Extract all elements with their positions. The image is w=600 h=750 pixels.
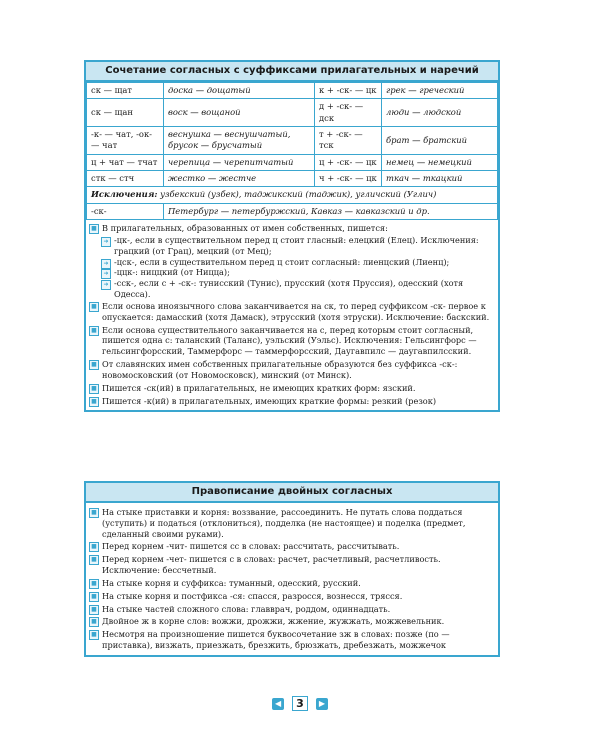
rule-text: Перед корнем -чет- пишется с в словах: расчет, расчетливый, расчетливость. Исключение: бессчетный. <box>102 554 441 576</box>
bullet-icon: ■ <box>89 360 99 370</box>
next-page-icon[interactable]: ▶ <box>316 698 328 710</box>
sub-rule-item <box>86 278 498 300</box>
rule-text: -сск-, если с + -ск-: тунисский (Тунис), прусский (хотя Пруссия), одесский (хотя Одесса). <box>114 278 464 300</box>
rule-text: -цк-, если в существительном перед ц стоит гласный: елецкий (Елец). Исключения: грацкий (от Грац), мецкий (от Мец); <box>114 234 479 256</box>
rule-item <box>86 358 498 382</box>
pattern-cell: д + -ск- — дск <box>315 99 382 127</box>
bullet-icon: ■ <box>89 592 99 602</box>
table-row <box>87 171 498 187</box>
rules-list-2 <box>86 503 498 655</box>
rule-text: От славянских имен собственных прилагательные образуются без суффикса -ск-: новомосковский (от Новомосковск), минский (от Минск). <box>102 359 458 380</box>
bullet-icon: ■ <box>89 384 99 394</box>
arrow-icon: ➜ <box>101 237 111 247</box>
bullet-icon: ■ <box>89 617 99 627</box>
table-row <box>87 127 498 155</box>
rule-text: Пишется -к(ий) в прилагательных, имеющих краткие формы: резкий (резок) <box>102 395 437 406</box>
sub-rule-item <box>86 235 498 257</box>
example-cell: жестко — жестче <box>164 171 315 187</box>
pattern-cell: ск — щан <box>87 99 164 127</box>
page-number: 3 <box>292 696 308 711</box>
pattern-cell: к + -ск- — цк <box>315 83 382 99</box>
rule-item <box>86 382 498 395</box>
rule-item <box>86 603 498 616</box>
rule-text: Если основа существительного заканчивается на с, перед которым стоит согласный, пишется одна с: таланский (Таланс), уэльский (Уэльс). Исключения: Гельсингфорс — гельсингфорсский, Таммерфорс — таммерфорсский, Даугавпилс — даугавпилсский. <box>102 324 477 357</box>
example-cell: черепица — черепитчатый <box>164 154 315 170</box>
rule-text: В прилагательных, образованных от имен собственных, пишется: <box>102 223 388 234</box>
rule-item <box>86 628 498 652</box>
rule-text: Пишется -ск(ий) в прилагательных, не имеющих кратких форм: язский. <box>102 382 416 393</box>
rule-item <box>86 553 498 577</box>
rule-item <box>86 615 498 628</box>
bullet-icon: ■ <box>89 542 99 552</box>
rule-text: Несмотря на произношение пишется буквосочетание зж в словах: позже (по — приставка), визжать, приезжать, брезжить, брюзжать, дребезжать, можжечок <box>102 629 450 651</box>
example-cell: доска — дощатый <box>164 83 315 99</box>
rule-item <box>86 395 498 408</box>
arrow-icon: ➜ <box>101 269 111 279</box>
bullet-icon: ■ <box>89 302 99 312</box>
table1-grid <box>86 82 498 220</box>
rule-item <box>86 590 498 603</box>
example-cell: брат — братский <box>382 127 498 155</box>
rule-text: -цск-, если в существительном перед ц стоит согласный: лиенцский (Лиенц); <box>114 256 450 267</box>
example-cell: грек — греческий <box>382 83 498 99</box>
bullet-icon: ■ <box>89 508 99 518</box>
table-row <box>87 99 498 127</box>
example-cell: воск — вощаной <box>164 99 315 127</box>
sk-row <box>87 203 498 219</box>
rule-item <box>86 506 498 540</box>
bullet-icon: ■ <box>89 397 99 407</box>
arrow-icon: ➜ <box>101 259 111 269</box>
bullet-icon: ■ <box>89 579 99 589</box>
pattern-cell: ч + -ск- — цк <box>315 171 382 187</box>
rules-list-1 <box>86 220 498 410</box>
sub-rule-item <box>86 257 498 268</box>
bullet-icon: ■ <box>89 605 99 615</box>
rule-item <box>86 300 498 324</box>
double-consonants-box <box>84 481 500 657</box>
bullet-icon: ■ <box>89 555 99 565</box>
exceptions-row <box>87 187 498 203</box>
exceptions-label: Исключения: <box>91 189 158 200</box>
rule-text: На стыке корня и постфикса -ся: спасся, разросся, вознесся, трясся. <box>102 590 403 601</box>
prev-page-icon[interactable]: ◀ <box>272 698 284 710</box>
rule-text: -ццк-: ниццкий (от Ницца); <box>114 267 230 278</box>
rule-item <box>86 222 498 235</box>
rule-item <box>86 540 498 553</box>
pattern-cell: -ск- <box>87 203 164 219</box>
pattern-cell: ск — щат <box>87 83 164 99</box>
example-cell: веснушка — веснушчатый, брусок — брусчатый <box>164 127 315 155</box>
rule-text: На стыке корня и суффикса: туманный, одесский, русский. <box>102 577 361 588</box>
rule-item <box>86 577 498 590</box>
pattern-cell: ц + чат — тчат <box>87 154 164 170</box>
bullet-icon: ■ <box>89 224 99 234</box>
table-row <box>87 154 498 170</box>
table2-title: Правописание двойных согласных <box>86 483 498 503</box>
example-cell: Петербург — петербуржский, Кавказ — кавказский и др. <box>164 203 498 219</box>
arrow-icon: ➜ <box>101 280 111 290</box>
example-cell: люди — людской <box>382 99 498 127</box>
pattern-cell: т + -ск- — тск <box>315 127 382 155</box>
rule-text: Двойное ж в корне слов: вожжи, дрожжи, жжение, жужжать, можжевельник. <box>102 616 445 627</box>
example-cell: ткач — ткацкий <box>382 171 498 187</box>
table1-title: Сочетание согласных с суффиксами прилагательных и наречий <box>86 62 498 82</box>
pattern-cell: ц + -ск- — цк <box>315 154 382 170</box>
example-cell: немец — немецкий <box>382 154 498 170</box>
rule-text: Перед корнем -чит- пишется сс в словах: рассчитать, рассчитывать. <box>102 541 400 552</box>
rule-text: На стыке приставки и корня: воззвание, рассоединить. Не путать слова поддаться (уступить) и податься (отклониться), подделка (не настоящее) и поделка (предмет, сделанный своими руками). <box>102 507 466 539</box>
table-row <box>87 83 498 99</box>
sub-rule-item <box>86 267 498 278</box>
pattern-cell: -к- — чат, -ок- — чат <box>87 127 164 155</box>
rule-item <box>86 324 498 358</box>
rule-text: Если основа иноязычного слова заканчивается на ск, то перед суффиксом -ск- первое к опускается: дамасский (хотя Дамаск), этрусский (хотя этруски). Исключение: баскский. <box>102 300 490 322</box>
exceptions-text: узбекский (узбек), таджикский (таджик), угличский (Углич) <box>157 189 437 200</box>
bullet-icon: ■ <box>89 630 99 640</box>
consonant-suffix-table <box>84 60 500 412</box>
bullet-icon: ■ <box>89 326 99 336</box>
exceptions-cell <box>87 187 498 203</box>
page-navigation <box>0 693 600 712</box>
pattern-cell: стк — стч <box>87 171 164 187</box>
rule-text: На стыке частей сложного слова: главврач, роддом, одиннадцать. <box>102 603 391 614</box>
